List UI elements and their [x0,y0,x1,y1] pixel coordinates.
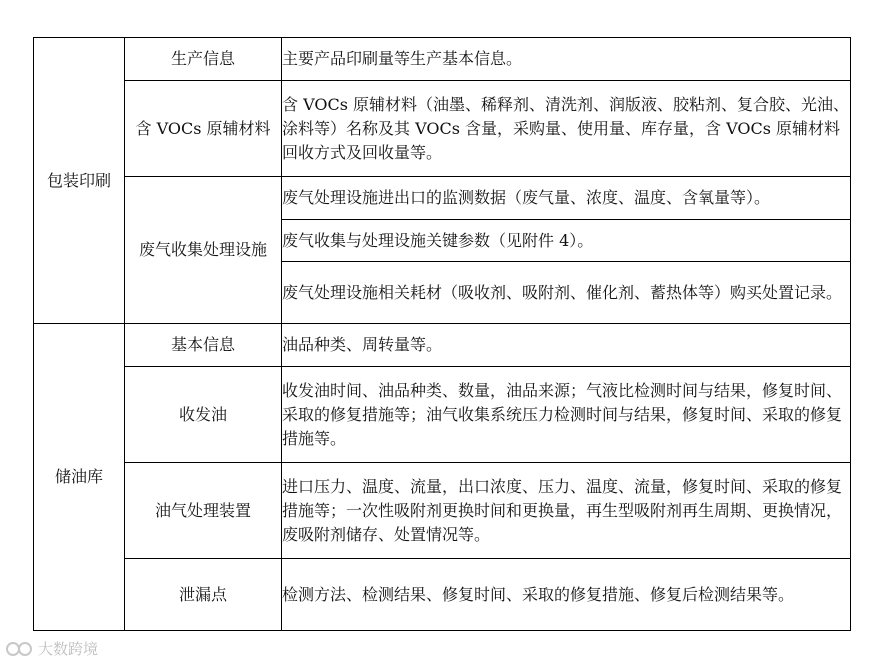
description-cell: 检测方法、检测结果、修复时间、采取的修复措施、修复后检测结果等。 [282,559,851,631]
table-row [34,367,851,463]
description-cell: 收发油时间、油品种类、数量，油品来源；气液比检测时间与结果，修复时间、采取的修复措施等；油气收集系统压力检测时间与结果，修复时间、采取的修复措施等。 [282,367,851,463]
watermark-text: 大数跨境 [38,640,99,658]
subcategory-cell: 泄漏点 [125,559,282,631]
table-row [34,38,851,81]
category-cell: 包装印刷 [34,38,125,324]
category-cell: 储油库 [34,324,125,631]
table-row [34,559,851,631]
inventory-table [33,37,851,631]
description-cell: 主要产品印刷量等生产基本信息。 [282,38,851,81]
table-row [34,463,851,559]
subcategory-cell: 油气处理装置 [125,463,282,559]
subcategory-cell: 含 VOCs 原辅材料 [125,81,282,177]
description-cell: 含 VOCs 原辅材料（油墨、稀释剂、清洗剂、润版液、胶粘剂、复合胶、光油、涂料等）名称及其 VOCs 含量，采购量、使用量、库存量，含 VOCs 原辅材料回收方式及回收量等。 [282,81,851,177]
description-cell: 废气收集与处理设施关键参数（见附件 4）。 [282,220,851,262]
description-cell: 油品种类、周转量等。 [282,324,851,367]
table-row [34,81,851,177]
subcategory-cell: 生产信息 [125,38,282,81]
table-row [34,324,851,367]
subcategory-cell: 废气收集处理设施 [125,177,282,324]
subcategory-cell: 基本信息 [125,324,282,367]
table-row [34,177,851,220]
description-cell: 废气处理设施相关耗材（吸收剂、吸附剂、催化剂、蓄热体等）购买处置记录。 [282,262,851,324]
description-cell: 废气处理设施进出口的监测数据（废气量、浓度、温度、含氧量等）。 [282,177,851,220]
brand-logo-icon [6,639,32,659]
subcategory-cell: 收发油 [125,367,282,463]
description-cell: 进口压力、温度、流量，出口浓度、压力、温度、流量，修复时间、采取的修复措施等；一次性吸附剂更换时间和更换量，再生型吸附剂再生周期、更换情况，废吸附剂储存、处置情况等。 [282,463,851,559]
watermark [6,638,98,659]
